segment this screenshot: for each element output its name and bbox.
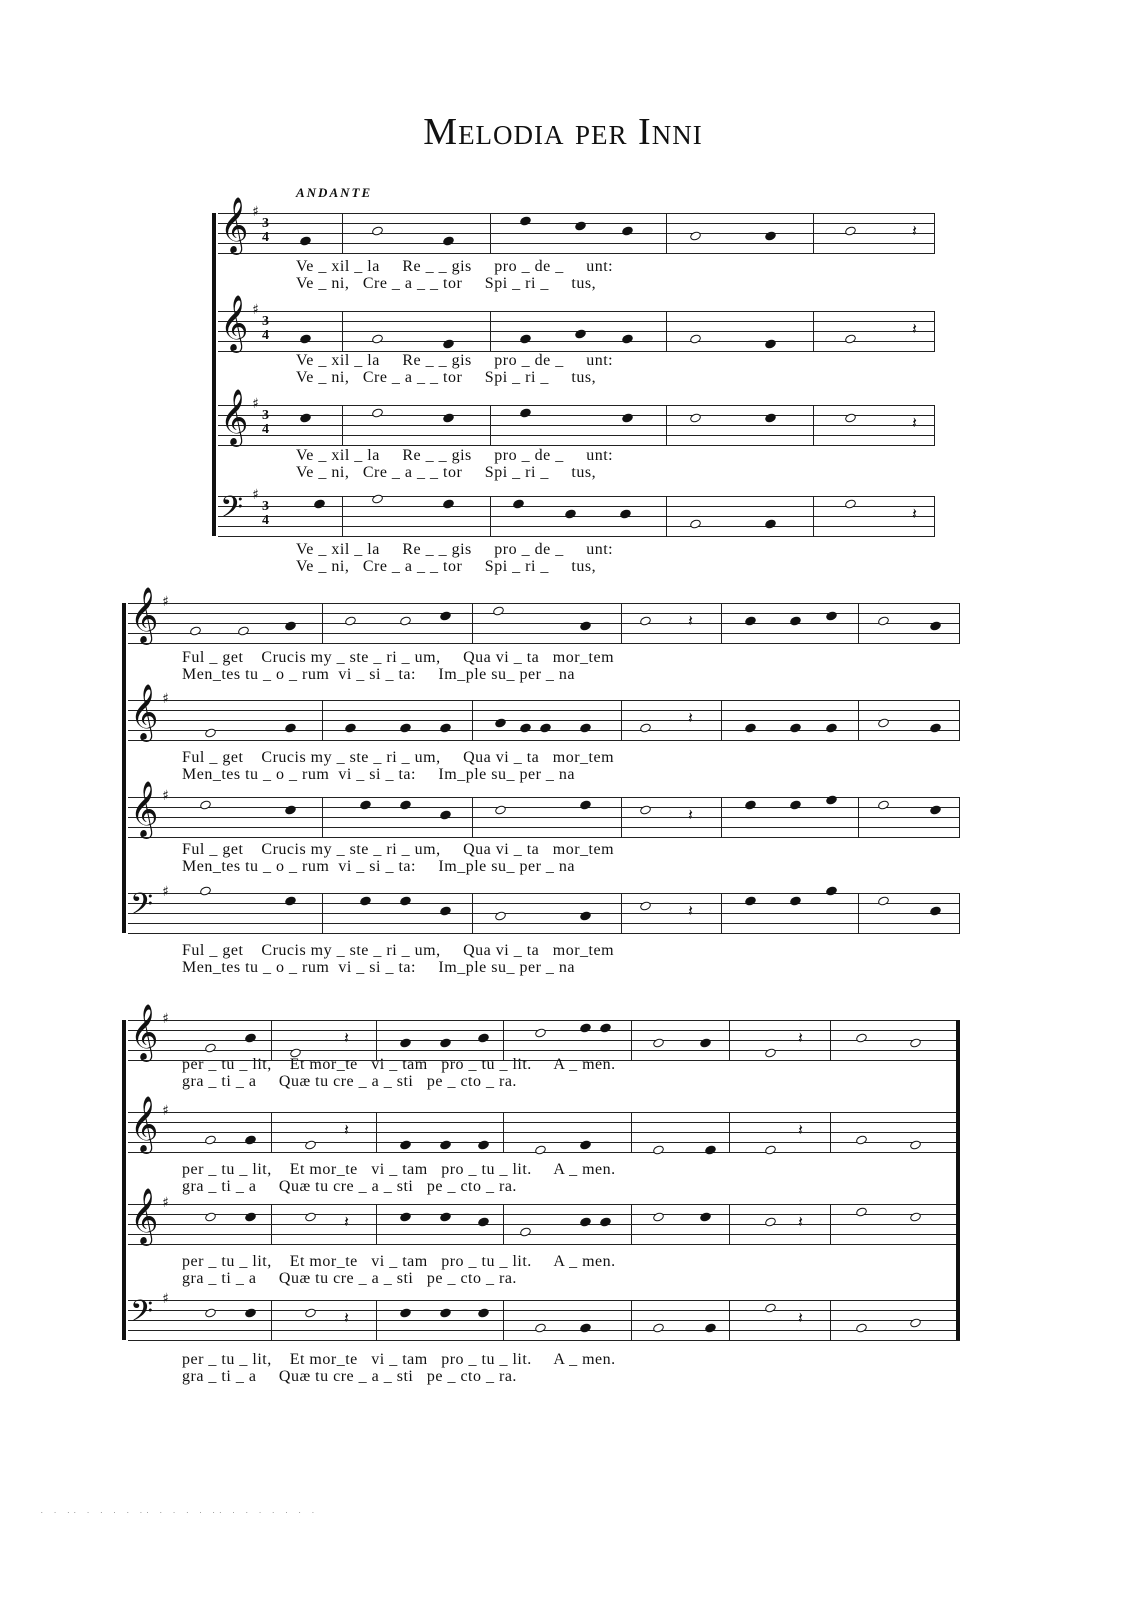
- lyric-line-2: gra _ ti _ a Quæ tu cre _ a _ sti pe _ cto _ ra.: [182, 1073, 517, 1090]
- staff-line: [128, 1020, 960, 1021]
- staff-line: [218, 516, 935, 517]
- barline: [631, 1112, 632, 1152]
- lyric-line-2: gra _ ti _ a Quæ tu cre _ a _ sti pe _ cto _ ra.: [182, 1178, 517, 1195]
- lyric-line-2: Ve _ ni, Cre _ a _ _ tor Spi _ ri _ tus,: [296, 464, 597, 481]
- lyric-line-1: Ve _ xil _ la Re _ _ gis pro _ de _ unt:: [296, 352, 614, 369]
- barline: [858, 603, 859, 643]
- staff-line: [128, 933, 960, 934]
- quarter-rest-icon: 𝄽: [798, 1308, 803, 1327]
- barline: [342, 405, 343, 445]
- barline: [934, 405, 935, 445]
- barline: [503, 1300, 504, 1340]
- barline: [376, 1204, 377, 1244]
- sharp-icon: ♯: [252, 487, 259, 503]
- lyric-line-2: Men_tes tu _ o _ rum vi _ si _ ta: Im_ple su_ per _ na: [182, 959, 576, 976]
- barline: [666, 213, 667, 253]
- staff-line: [128, 1224, 960, 1225]
- staff-line: [128, 720, 960, 721]
- barline: [959, 893, 960, 933]
- barline: [472, 700, 473, 740]
- staff-line: [128, 643, 960, 644]
- sharp-icon: ♯: [162, 1291, 169, 1307]
- time-signature-top: 3: [262, 499, 269, 514]
- barline: [503, 1020, 504, 1060]
- barline: [490, 213, 491, 253]
- final-barline: [956, 1020, 960, 1340]
- barline: [472, 893, 473, 933]
- barline: [729, 1300, 730, 1340]
- quarter-rest-icon: 𝄽: [688, 805, 693, 824]
- lyric-line-1: Ve _ xil _ la Re _ _ gis pro _ de _ unt:: [296, 541, 614, 558]
- lyric-line-2: gra _ ti _ a Quæ tu cre _ a _ sti pe _ cto _ ra.: [182, 1270, 517, 1287]
- staff-line: [128, 1122, 960, 1123]
- barline: [729, 1112, 730, 1152]
- treble-clef-icon: 𝄞: [130, 781, 159, 837]
- lyric-line-1: Ve _ xil _ la Re _ _ gis pro _ de _ unt:: [296, 258, 614, 275]
- barline: [830, 1020, 831, 1060]
- lyric-line-1: Ful _ get Crucis my _ ste _ ri _ um, Qua vi _ ta mor_tem: [182, 942, 615, 959]
- time-signature-top: 3: [262, 314, 269, 329]
- treble-clef-icon: 𝄞: [130, 1004, 159, 1060]
- staff-line: [128, 837, 960, 838]
- barline: [472, 603, 473, 643]
- barline: [729, 1204, 730, 1244]
- quarter-rest-icon: 𝄽: [688, 611, 693, 630]
- treble-clef-icon: 𝄞: [130, 684, 159, 740]
- barline: [959, 797, 960, 837]
- barline: [490, 405, 491, 445]
- barline: [959, 700, 960, 740]
- staff-line: [128, 1132, 960, 1133]
- staff-line: [128, 623, 960, 624]
- staff-line: [128, 1320, 960, 1321]
- time-signature: [262, 315, 269, 343]
- staff-line: [128, 1340, 960, 1341]
- quarter-rest-icon: 𝄽: [344, 1212, 349, 1231]
- treble-clef-icon: 𝄞: [220, 389, 249, 445]
- barline: [813, 496, 814, 536]
- barline: [271, 1020, 272, 1060]
- barline: [621, 603, 622, 643]
- barline: [621, 797, 622, 837]
- page-title: Melodia per Inni: [423, 111, 703, 153]
- staff-line: [218, 496, 935, 497]
- barline: [721, 893, 722, 933]
- lyric-line-2: Ve _ ni, Cre _ a _ _ tor Spi _ ri _ tus,: [296, 275, 597, 292]
- barline: [322, 893, 323, 933]
- staff-bassi: [128, 1295, 960, 1340]
- barline: [830, 1300, 831, 1340]
- sharp-icon: ♯: [252, 302, 259, 318]
- staff-line: [128, 740, 960, 741]
- quarter-rest-icon: 𝄽: [688, 901, 693, 920]
- barline: [621, 893, 622, 933]
- barline: [631, 1300, 632, 1340]
- lyric-line-2: Men_tes tu _ o _ rum vi _ si _ ta: Im_ple su_ per _ na: [182, 666, 576, 683]
- barline: [858, 700, 859, 740]
- staff-line: [218, 536, 935, 537]
- barline: [631, 1204, 632, 1244]
- staff-line: [128, 603, 960, 604]
- barline: [490, 311, 491, 351]
- barline: [729, 1020, 730, 1060]
- sharp-icon: ♯: [252, 396, 259, 412]
- staff-line: [128, 903, 960, 904]
- staff-line: [218, 526, 935, 527]
- quarter-rest-icon: 𝄽: [912, 319, 917, 338]
- staff-line: [128, 1204, 960, 1205]
- staff-line: [218, 435, 935, 436]
- staff-line: [128, 923, 960, 924]
- scan-footer-noise: . . .. . . . . .. . . . . .. . . . . . . .: [40, 1508, 318, 1515]
- quarter-rest-icon: 𝄽: [912, 504, 917, 523]
- barline: [376, 1020, 377, 1060]
- sharp-icon: ♯: [162, 1103, 169, 1119]
- staff-tenori: [128, 1204, 960, 1244]
- lyric-line-1: Ful _ get Crucis my _ ste _ ri _ um, Qua vi _ ta mor_tem: [182, 649, 615, 666]
- quarter-rest-icon: 𝄽: [798, 1212, 803, 1231]
- barline: [813, 213, 814, 253]
- lyric-line-1: per _ tu _ lit, Et mor_te vi _ tam pro _ tu _ lit. A _ men.: [182, 1253, 616, 1270]
- staff-line: [218, 321, 935, 322]
- time-signature-bottom: 4: [262, 230, 269, 245]
- lyric-line-2: Men_tes tu _ o _ rum vi _ si _ ta: Im_ple su_ per _ na: [182, 858, 576, 875]
- barline: [322, 797, 323, 837]
- staff-bassi: [128, 888, 960, 933]
- lyric-line-1: Ful _ get Crucis my _ ste _ ri _ um, Qua vi _ ta mor_tem: [182, 749, 615, 766]
- sharp-icon: ♯: [162, 1195, 169, 1211]
- staff-line: [128, 710, 960, 711]
- barline: [721, 603, 722, 643]
- barline: [342, 213, 343, 253]
- time-signature-bottom: 4: [262, 328, 269, 343]
- treble-clef-icon: 𝄞: [220, 295, 249, 351]
- staff-tenori: [128, 797, 960, 837]
- staff-line: [128, 827, 960, 828]
- treble-clef-icon: 𝄞: [130, 1188, 159, 1244]
- lyric-line-2: gra _ ti _ a Quæ tu cre _ a _ sti pe _ cto _ ra.: [182, 1368, 517, 1385]
- staff-tenori: [218, 405, 935, 445]
- barline: [830, 1112, 831, 1152]
- lyric-line-1: Ve _ xil _ la Re _ _ gis pro _ de _ unt:: [296, 447, 614, 464]
- staff-line: [218, 405, 935, 406]
- barline: [376, 1300, 377, 1340]
- time-signature: [262, 217, 269, 245]
- sharp-icon: ♯: [162, 788, 169, 804]
- barline: [503, 1112, 504, 1152]
- lyric-line-1: per _ tu _ lit, Et mor_te vi _ tam pro _ tu _ lit. A _ men.: [182, 1351, 616, 1368]
- staff-line: [218, 213, 935, 214]
- system-bracket: [212, 213, 216, 536]
- staff-line: [128, 1050, 960, 1051]
- barline: [342, 311, 343, 351]
- treble-clef-icon: 𝄞: [130, 587, 159, 643]
- time-signature-bottom: 4: [262, 422, 269, 437]
- sharp-icon: ♯: [252, 204, 259, 220]
- system-bracket: [122, 603, 126, 933]
- barline: [376, 1112, 377, 1152]
- barline: [271, 1204, 272, 1244]
- sharp-icon: ♯: [162, 1011, 169, 1027]
- staff-line: [128, 1244, 960, 1245]
- lyric-line-2: Ve _ ni, Cre _ a _ _ tor Spi _ ri _ tus,: [296, 558, 597, 575]
- lyric-line-2: Ve _ ni, Cre _ a _ _ tor Spi _ ri _ tus,: [296, 369, 597, 386]
- system-bracket: [122, 1020, 126, 1340]
- lyric-line-1: per _ tu _ lit, Et mor_te vi _ tam pro _ tu _ lit. A _ men.: [182, 1056, 616, 1073]
- staff-line: [218, 415, 935, 416]
- staff-bassi: [218, 491, 935, 536]
- barline: [666, 405, 667, 445]
- barline: [621, 700, 622, 740]
- treble-clef-icon: 𝄞: [220, 197, 249, 253]
- barline: [813, 311, 814, 351]
- staff-line: [128, 633, 960, 634]
- staff-line: [128, 1300, 960, 1301]
- tempo-marking: ANDANTE: [296, 185, 373, 200]
- staff-line: [128, 817, 960, 818]
- sharp-icon: ♯: [162, 594, 169, 610]
- lyric-line-1: Ful _ get Crucis my _ ste _ ri _ um, Qua vi _ ta mor_tem: [182, 841, 615, 858]
- lyric-line-1: per _ tu _ lit, Et mor_te vi _ tam pro _ tu _ lit. A _ men.: [182, 1161, 616, 1178]
- barline: [813, 405, 814, 445]
- barline: [830, 1204, 831, 1244]
- barline: [666, 496, 667, 536]
- barline: [934, 213, 935, 253]
- barline: [631, 1020, 632, 1060]
- staff-alti: [128, 700, 960, 740]
- barline: [959, 603, 960, 643]
- bass-clef-icon: 𝄢: [220, 491, 244, 532]
- barline: [503, 1204, 504, 1244]
- quarter-rest-icon: 𝄽: [912, 221, 917, 240]
- barline: [858, 797, 859, 837]
- staff-line: [128, 700, 960, 701]
- quarter-rest-icon: 𝄽: [798, 1120, 803, 1139]
- sharp-icon: ♯: [162, 884, 169, 900]
- staff-line: [218, 341, 935, 342]
- quarter-rest-icon: 𝄽: [344, 1308, 349, 1327]
- barline: [322, 603, 323, 643]
- staff-soprani: [128, 603, 960, 643]
- quarter-rest-icon: 𝄽: [912, 413, 917, 432]
- barline: [472, 797, 473, 837]
- staff-line: [218, 253, 935, 254]
- lyric-line-2: Men_tes tu _ o _ rum vi _ si _ ta: Im_ple su_ per _ na: [182, 766, 576, 783]
- staff-line: [128, 1234, 960, 1235]
- staff-line: [218, 445, 935, 446]
- barline: [271, 1300, 272, 1340]
- barline: [858, 893, 859, 933]
- quarter-rest-icon: 𝄽: [688, 708, 693, 727]
- staff-line: [218, 425, 935, 426]
- time-signature: [262, 409, 269, 437]
- sharp-icon: ♯: [162, 691, 169, 707]
- time-signature-top: 3: [262, 408, 269, 423]
- staff-line: [218, 233, 935, 234]
- staff-soprani: [218, 213, 935, 253]
- barline: [934, 311, 935, 351]
- staff-line: [218, 311, 935, 312]
- staff-line: [128, 1112, 960, 1113]
- quarter-rest-icon: 𝄽: [344, 1120, 349, 1139]
- barline: [490, 496, 491, 536]
- bass-clef-icon: 𝄢: [130, 1295, 154, 1336]
- staff-line: [128, 913, 960, 914]
- barline: [666, 311, 667, 351]
- time-signature-top: 3: [262, 216, 269, 231]
- treble-clef-icon: 𝄞: [130, 1096, 159, 1152]
- time-signature-bottom: 4: [262, 513, 269, 528]
- staff-line: [128, 807, 960, 808]
- barline: [322, 700, 323, 740]
- staff-line: [218, 506, 935, 507]
- bass-clef-icon: 𝄢: [130, 888, 154, 929]
- quarter-rest-icon: 𝄽: [344, 1028, 349, 1047]
- barline: [721, 700, 722, 740]
- barline: [271, 1112, 272, 1152]
- barline: [342, 496, 343, 536]
- staff-line: [218, 243, 935, 244]
- time-signature: [262, 500, 269, 528]
- barline: [934, 496, 935, 536]
- barline: [721, 797, 722, 837]
- quarter-rest-icon: 𝄽: [798, 1028, 803, 1047]
